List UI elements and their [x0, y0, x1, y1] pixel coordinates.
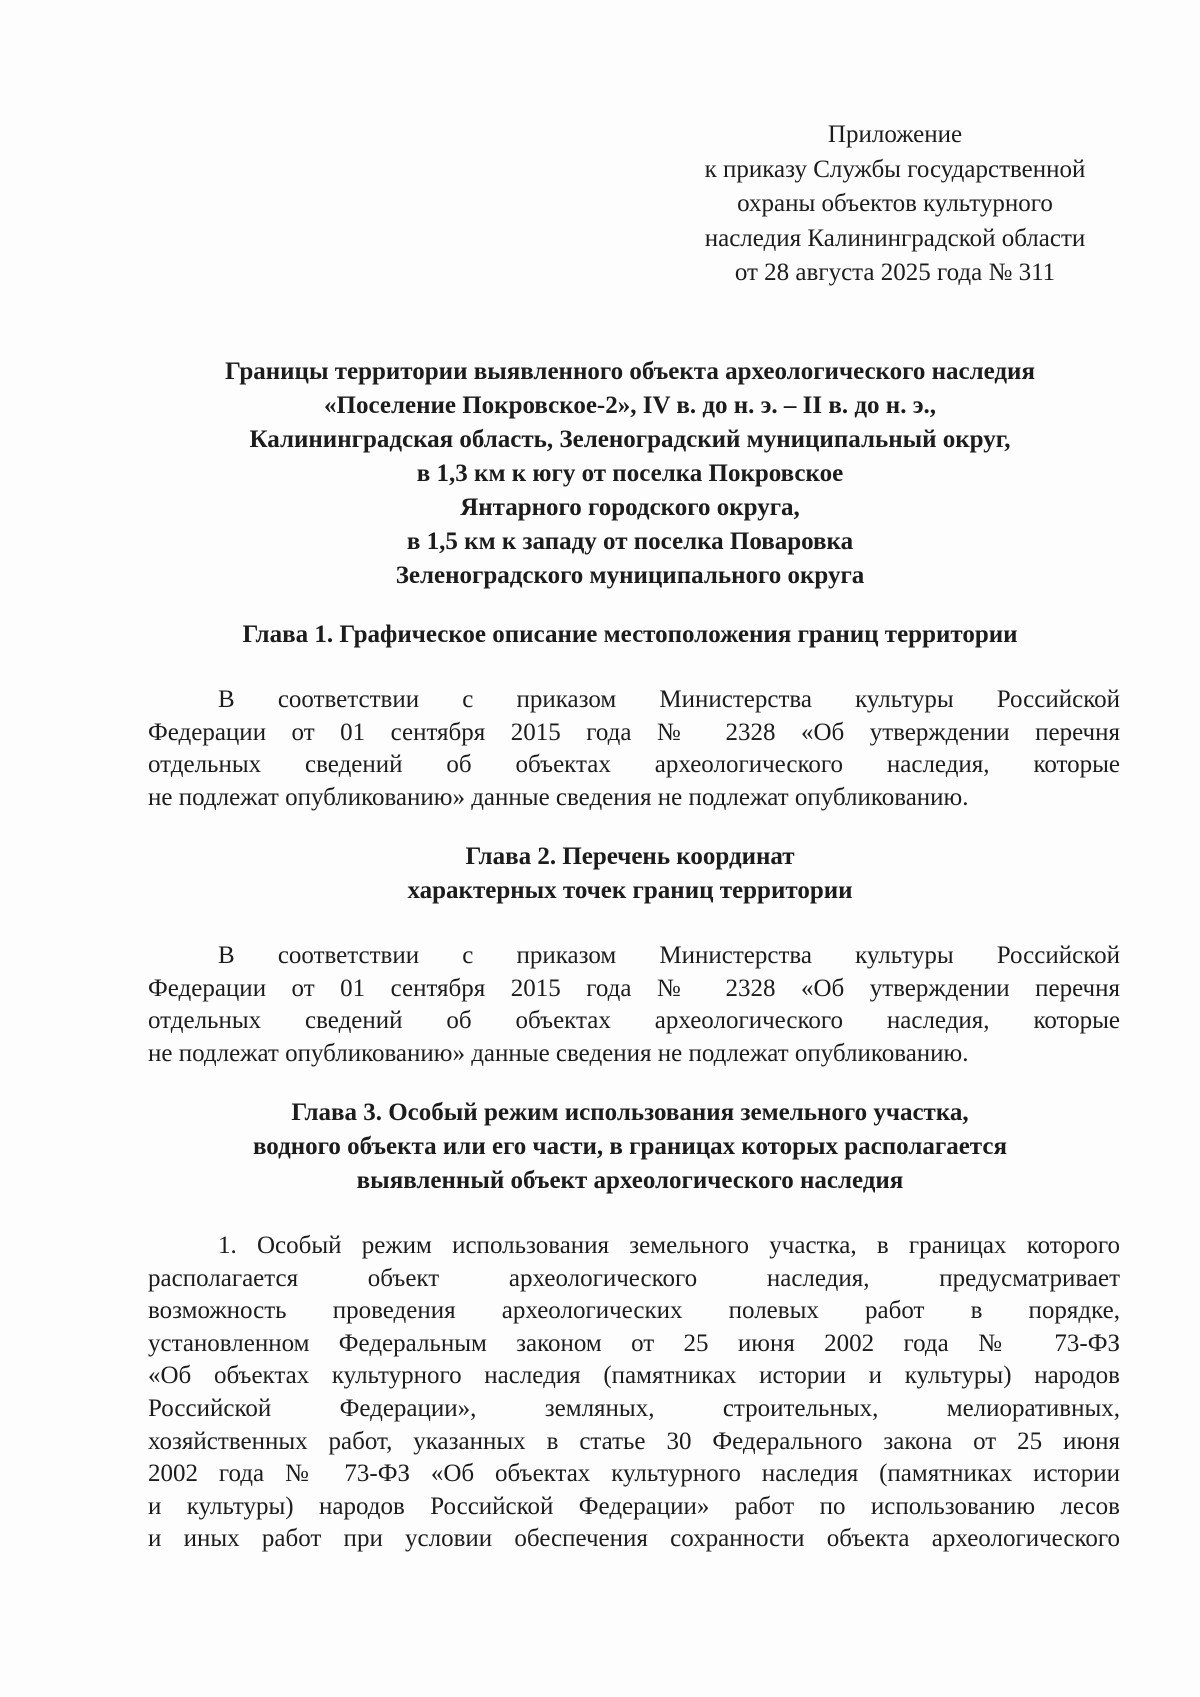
paragraph-line: установленном Федеральным законом от 25 июня 2002 года № 73-ФЗ: [148, 1329, 1120, 1357]
appendix-line: охраны объектов культурного: [737, 190, 1053, 217]
appendix-header: [660, 118, 1130, 291]
title-line: Границы территории выявленного объекта археологического наследия: [225, 358, 1035, 385]
paragraph-line: Российской Федерации», земляных, строительных, мелиоративных,: [148, 1394, 1120, 1422]
chapter2-heading-line: Глава 2. Перечень координат: [465, 843, 795, 870]
chapter3-heading-line: выявленный объект археологического наследия: [356, 1167, 904, 1194]
paragraph-line: В соответствии с приказом Министерства культуры Российской: [218, 686, 1120, 713]
paragraph-line: 1. Особый режим использования земельного участка, в границах которого: [218, 1232, 1120, 1259]
appendix-line: от 28 августа 2025 года № 311: [734, 259, 1056, 286]
appendix-line: Приложение: [827, 121, 963, 148]
paragraph-line: не подлежат опубликованию» данные сведения не подлежат опубликованию.: [148, 783, 969, 811]
paragraph-line: 2002 года № 73-ФЗ «Об объектах культурного наследия (памятниках истории: [148, 1460, 1120, 1488]
chapter1-heading-text: Глава 1. Графическое описание местоположения границ территории: [242, 621, 1018, 648]
paragraph-line: располагается объект археологического наследия, предусматривает: [148, 1264, 1120, 1292]
paragraph-line: «Об объектах культурного наследия (памятниках истории и культуры) народов: [148, 1362, 1120, 1390]
title-line: Калининградская область, Зеленоградский муниципальный округ,: [249, 426, 1011, 453]
paragraph-line: Федерации от 01 сентября 2015 года № 2328 «Об утверждении перечня: [148, 974, 1120, 1002]
chapter3-paragraph: [148, 1230, 1120, 1556]
title-line: Янтарного городского округа,: [460, 494, 800, 521]
paragraph-line: не подлежат опубликованию» данные сведения не подлежат опубликованию.: [148, 1039, 969, 1067]
paragraph-line: и иных работ при условии обеспечения сохранности объекта археологического: [148, 1525, 1120, 1553]
paragraph-line: Федерации от 01 сентября 2015 года № 2328 «Об утверждении перечня: [148, 718, 1120, 746]
chapter2-heading: [140, 840, 1120, 908]
title-line: Зеленоградского муниципального округа: [395, 562, 865, 589]
paragraph-line: возможность проведения археологических полевых работ в порядке,: [148, 1297, 1120, 1325]
chapter3-heading: [140, 1096, 1120, 1198]
chapter1-heading: [140, 618, 1120, 652]
chapter3-heading-line: Глава 3. Особый режим использования земельного участка,: [291, 1099, 969, 1126]
chapter2-heading-line: характерных точек границ территории: [407, 877, 853, 904]
chapter3-heading-line: водного объекта или его части, в границах которых располагается: [252, 1133, 1008, 1160]
title-line: «Поселение Покровское-2», IV в. до н. э. – II в. до н. э.,: [324, 392, 936, 419]
paragraph-line: В соответствии с приказом Министерства культуры Российской: [218, 942, 1120, 969]
paragraph-line: хозяйственных работ, указанных в статье 30 Федерального закона от 25 июня: [148, 1427, 1120, 1455]
chapter1-paragraph: [148, 684, 1120, 814]
title-line: в 1,3 км к югу от поселка Покровское: [416, 460, 844, 487]
appendix-line: к приказу Службы государственной: [704, 155, 1086, 183]
document-title: [140, 355, 1120, 593]
paragraph-line: отдельных сведений об объектах археологического наследия, которые: [148, 1007, 1120, 1035]
chapter2-paragraph: [148, 940, 1120, 1070]
title-line: в 1,5 км к западу от поселка Поваровка: [406, 528, 854, 555]
paragraph-line: и культуры) народов Российской Федерации» работ по использованию лесов: [148, 1492, 1120, 1520]
appendix-line: наследия Калининградской области: [704, 224, 1086, 252]
paragraph-line: отдельных сведений об объектах археологического наследия, которые: [148, 751, 1120, 779]
